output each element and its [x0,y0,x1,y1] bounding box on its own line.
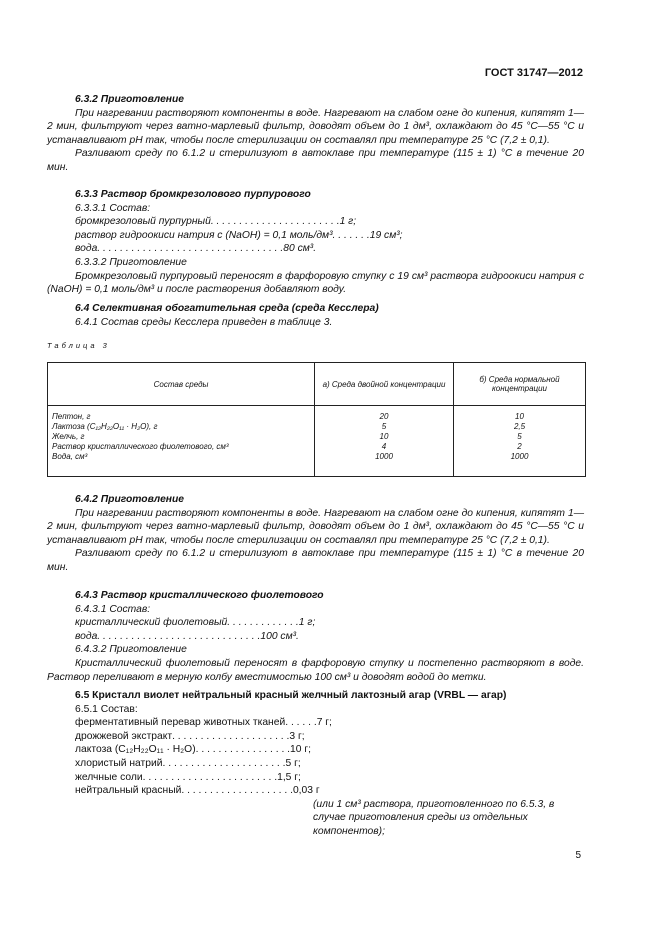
composition-note: (или 1 см³ раствора, приготовленного по 6.5.3, в случае приготовления среды из отдельных компонентов); [313,798,555,837]
table-cell: 20 5 10 4 1000 [315,406,454,477]
section-title: 6.3.3 Раствор бромкрезолового пурпурового [75,189,311,200]
subsection-title: 6.5.1 Состав: [75,703,138,715]
list-item: хлористый натрий . . . . . . . . . . . . . . . . . . . . . . 5 г; [75,757,301,769]
standard-header: ГОСТ 31747—2012 [484,67,583,79]
section-title: 6.4.3 Раствор кристаллического фиолетового [75,590,324,601]
paragraph: Разливают среду по 6.1.2 и стерилизуют в автоклаве при температуре (115 ± 1) °С в течение 20 мин. [47,548,584,573]
table-row [48,406,586,477]
list-item: лактоза (C₁₂H₂₂O₁₁ · H₂O) . . . . . . . . . . . . . . . . . 10 г; [75,744,311,756]
paragraph: При нагревании растворяют компоненты в воде. Нагревают на слабом огне до кипения, кипятят 1—2 мин, фильтруют через ватно-марлевый фильтр, доводят объем до 1 дм³, охлаждают до 45 °С—55 °С и устанавливают рН так, чтобы после стерилизации он составлял при температуре 25 °С (7,2 ± 0,1). [47,507,584,546]
table-header-row [48,363,586,406]
subsection-title: 6.4.3.1 Состав: [75,603,151,615]
table-caption: Таблица 3 [47,341,110,350]
table-cell: Пептон, г Лактоза (C₁₂H₂₂O₁₁ · H₂O), г Желчь, г Раствор кристаллического фиолетового, см³ Вода, см³ [48,406,315,477]
list-item: вода . . . . . . . . . . . . . . . . . . . . . . . . . . . . . . . . . 80 см³. [75,243,317,255]
section-6-3-3 [47,188,584,297]
table-cell: 10 2,5 5 2 1000 [454,406,586,477]
page-number: 5 [575,850,581,861]
table-header: Состав среды [48,363,315,406]
list-item: ферментативный перевар животных тканей . . . . . . 7 г; [75,717,332,729]
section-title: 6.5 Кристалл виолет нейтральный красный желчный лактозный агар (VRBL — агар) [75,690,507,701]
list-item: желчные соли . . . . . . . . . . . . . . . . . . . . . . . . 1,5 г; [75,771,301,783]
section-title: 6.4.2 Приготовление [75,494,185,505]
section-6-4-3 [47,589,584,684]
subsection-title: 6.3.3.1 Состав: [75,202,151,214]
list-item: нейтральный красный . . . . . . . . . . . . . . . . . . . . 0,03 г [75,785,320,797]
section-6-3-2 [47,93,584,175]
subsection-title: 6.3.3.2 Приготовление [75,256,187,268]
list-item: кристаллический фиолетовый . . . . . . . . . . . . . 1 г; [75,617,316,629]
list-item: дрожжевой экстракт . . . . . . . . . . . . . . . . . . . . . 3 г; [75,730,305,742]
list-item: бромкрезоловый пурпурный . . . . . . . . . . . . . . . . . . . . . . . 1 г; [75,216,357,228]
paragraph: Кристаллический фиолетовый переносят в фарфоровую ступку и постепенно растворяют в воде. Раствор переливают в мерную колбу вместимостью 100 см³ и доводят водой до метки. [47,657,584,683]
paragraph: Бромкрезоловый пурпуровый переносят в фарфоровую ступку с 19 см³ раствора гидроокиси натрия с (NaOH) = 0,1 моль/дм³ и после растворения добавляют воду. [47,270,584,296]
composition-list [47,215,584,256]
subsection-title: 6.4.3.2 Приготовление [75,644,187,656]
section-title: 6.3.2 Приготовление [75,94,185,105]
section-title: 6.4 Селективная обогатительная среда (среда Кесслера) [75,303,379,314]
paragraph: 6.4.1 Состав среды Кесслера приведен в таблице 3. [75,316,333,328]
list-item: вода . . . . . . . . . . . . . . . . . . . . . . . . . . . . . 100 см³. [75,630,299,642]
paragraph: Разливают среду по 6.1.2 и стерилизуют в автоклаве при температуре (115 ± 1) °С в течение 20 мин. [47,148,584,173]
list-item: раствор гидроокиси натрия с (NaOH) = 0,1 моль/дм³ . . . . . . . 19 см³; [75,229,403,241]
section-6-5 [47,689,584,839]
table-3 [47,362,586,477]
table-header: а) Среда двойной концентрации [315,363,454,406]
section-6-4-2 [47,493,584,575]
table-header: б) Среда нормальной концентрации [454,363,586,406]
paragraph: При нагревании растворяют компоненты в воде. Нагревают на слабом огне до кипения, кипятят 1—2 мин, фильтруют через ватно-марлевый фильтр, доводят объем до 1 дм³, охлаждают до 45 °С—55 °С и устанавливают рН так, чтобы после стерилизации он составлял при температуре 25 °С (7,2 ± 0,1). [47,107,584,146]
section-6-4 [47,302,584,329]
